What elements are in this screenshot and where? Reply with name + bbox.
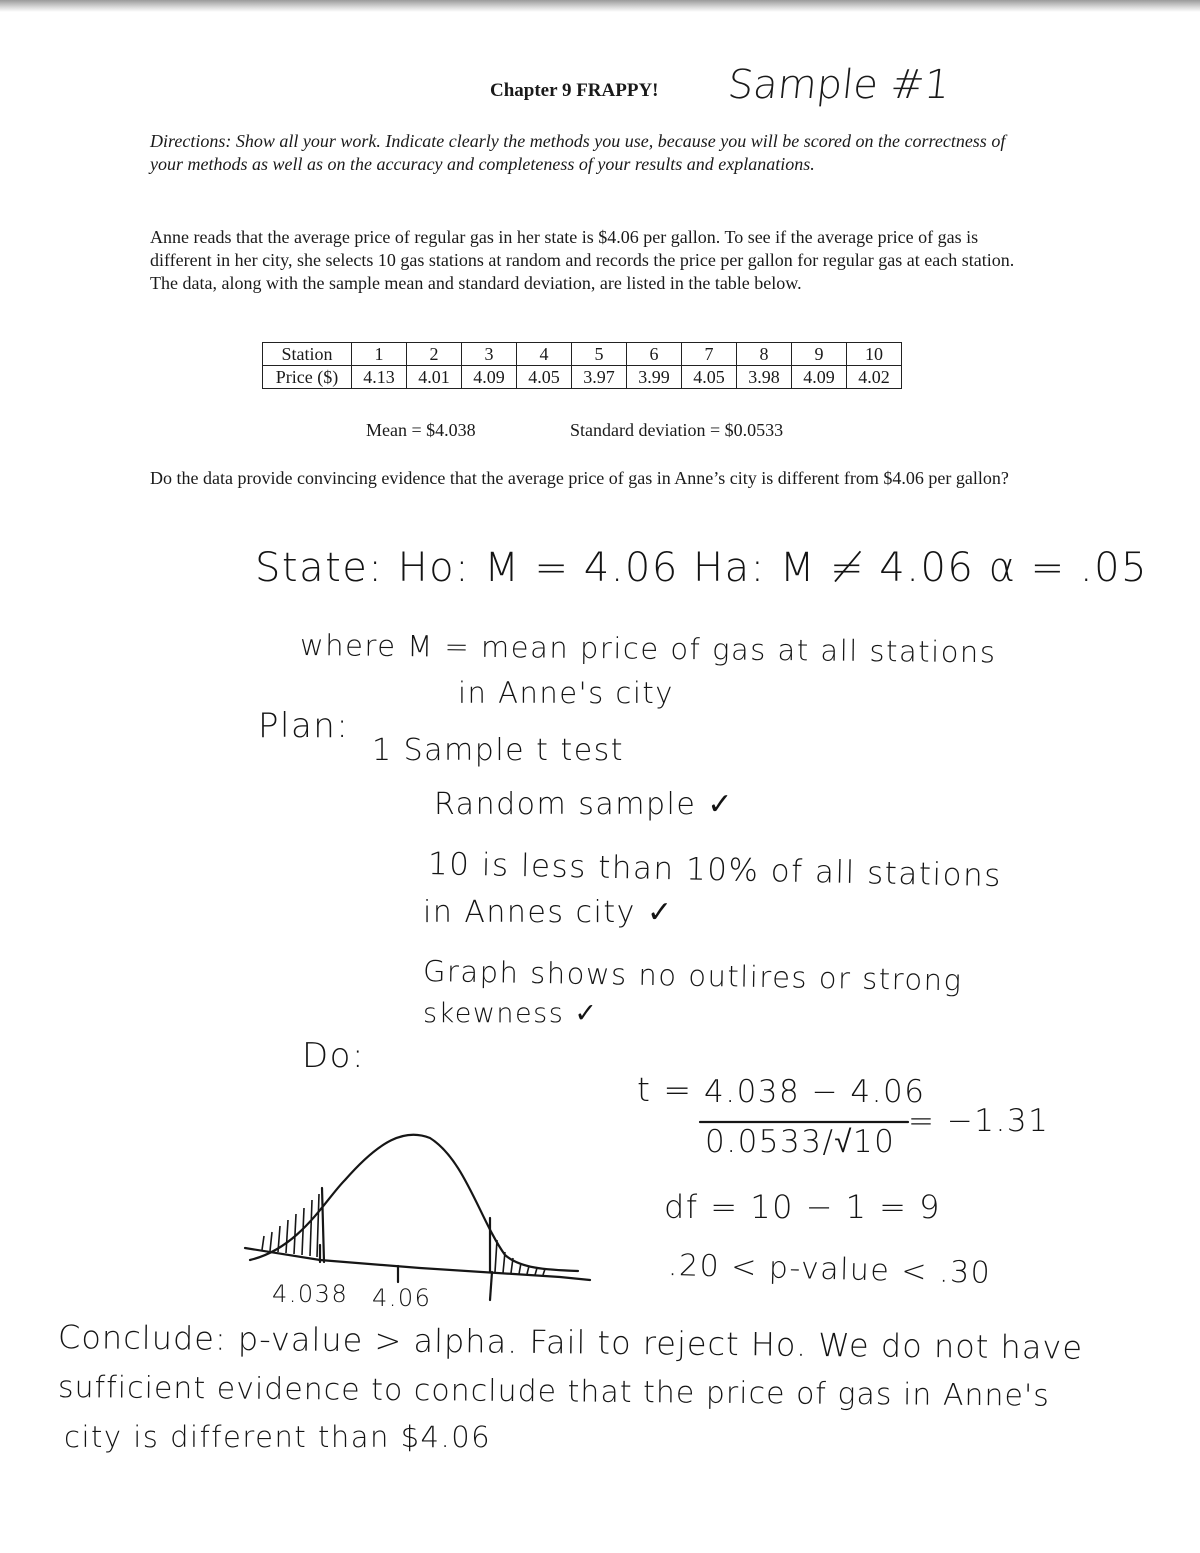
hw-where-line-1: where M = mean price of gas at all stations [299, 628, 997, 670]
price-cell: 3.98 [737, 366, 792, 389]
hw-conclude-line-2: sufficient evidence to conclude that the price of gas in Anne's [57, 1370, 1050, 1414]
axis-line [245, 1248, 590, 1280]
sample-label-handwritten: Sample #1 [725, 62, 953, 108]
hw-t-result: = −1.31 [908, 1103, 1050, 1139]
row-header-station: Station [263, 343, 352, 366]
shaded-right-tail [495, 1240, 545, 1275]
hw-plan-line-2: Random sample ✓ [434, 787, 734, 822]
row-header-price: Price ($) [263, 366, 352, 389]
price-cell: 4.01 [407, 366, 462, 389]
hw-graph-label-right: 4.06 [372, 1284, 432, 1312]
hw-do-label: Do: [302, 1036, 365, 1076]
mean-value: Mean = $4.038 [366, 420, 476, 440]
hw-pvalue-line: .20 < p-value < .30 [667, 1248, 992, 1291]
hw-graph-label-left: 4.038 [272, 1280, 349, 1308]
shaded-left-tail [262, 1194, 319, 1257]
price-cell: 4.09 [462, 366, 517, 389]
price-cell: 4.02 [847, 366, 902, 389]
curve-line [250, 1135, 578, 1271]
price-cell: 4.05 [682, 366, 737, 389]
directions-paragraph: Directions: Show all your work. Indicate clearly the methods you use, because you will be scored on the correctness of your methods as well as on the accuracy and completeness of your results and explanations. [150, 131, 1006, 174]
hw-t-numerator: 4.038 − 4.06 [704, 1074, 926, 1110]
station-cell: 6 [627, 343, 682, 366]
station-cell: 5 [572, 343, 627, 366]
station-cell: 2 [407, 343, 462, 366]
station-cell: 10 [847, 343, 902, 366]
hw-t-denominator: 0.0533/√10 [705, 1124, 896, 1160]
hw-plan-line-4: in Annes city ✓ [423, 895, 674, 930]
price-cell: 4.05 [517, 366, 572, 389]
worksheet-title: Chapter 9 FRAPPY! [490, 80, 659, 101]
price-cell: 4.13 [352, 366, 407, 389]
price-cell: 3.99 [627, 366, 682, 389]
hw-where-line-2: in Anne's city [458, 676, 674, 710]
standard-deviation-value: Standard deviation = $0.0533 [570, 420, 784, 440]
question-paragraph: Do the data provide convincing evidence that the average price of gas in Anne’s city is different from $4.06 per gallon? [150, 468, 1009, 488]
hw-plan-line-6: skewness ✓ [423, 998, 599, 1029]
station-cell: 1 [352, 343, 407, 366]
hw-plan-line-5: Graph shows no outlires or strong [422, 954, 963, 998]
hw-plan-label: Plan: [258, 706, 350, 746]
price-cell: 3.97 [572, 366, 627, 389]
station-cell: 8 [737, 343, 792, 366]
hw-conclude-line-1: Conclude: p-value > alpha. Fail to reject Ho. We do not have [57, 1318, 1084, 1367]
station-cell: 7 [682, 343, 737, 366]
hw-state-line: State: Ho: M = 4.06 Ha: M ≠ 4.06 α = .05 [255, 545, 1148, 591]
station-cell: 4 [517, 343, 572, 366]
hw-plan-line-3: 10 is less than 10% of all stations [427, 846, 1003, 895]
hw-df-line: df = 10 − 1 = 9 [664, 1188, 941, 1226]
hw-t-prefix: t = [637, 1070, 693, 1109]
tick-right [490, 1272, 492, 1300]
hw-plan-line-1: 1 Sample t test [372, 733, 625, 768]
hw-conclude-line-3: city is different than $4.06 [64, 1420, 492, 1454]
price-cell: 4.09 [792, 366, 847, 389]
station-cell: 9 [792, 343, 847, 366]
tick-left-marker [322, 1188, 324, 1262]
station-cell: 3 [462, 343, 517, 366]
problem-paragraph: Anne reads that the average price of regular gas in her state is $4.06 per gallon. To see if the average price of gas is different in her city, she selects 10 gas stations at random and records the price per gallon for regular gas at each station. The data, along with the sample mean and standard deviation, are listed in the table below. [150, 227, 1015, 293]
